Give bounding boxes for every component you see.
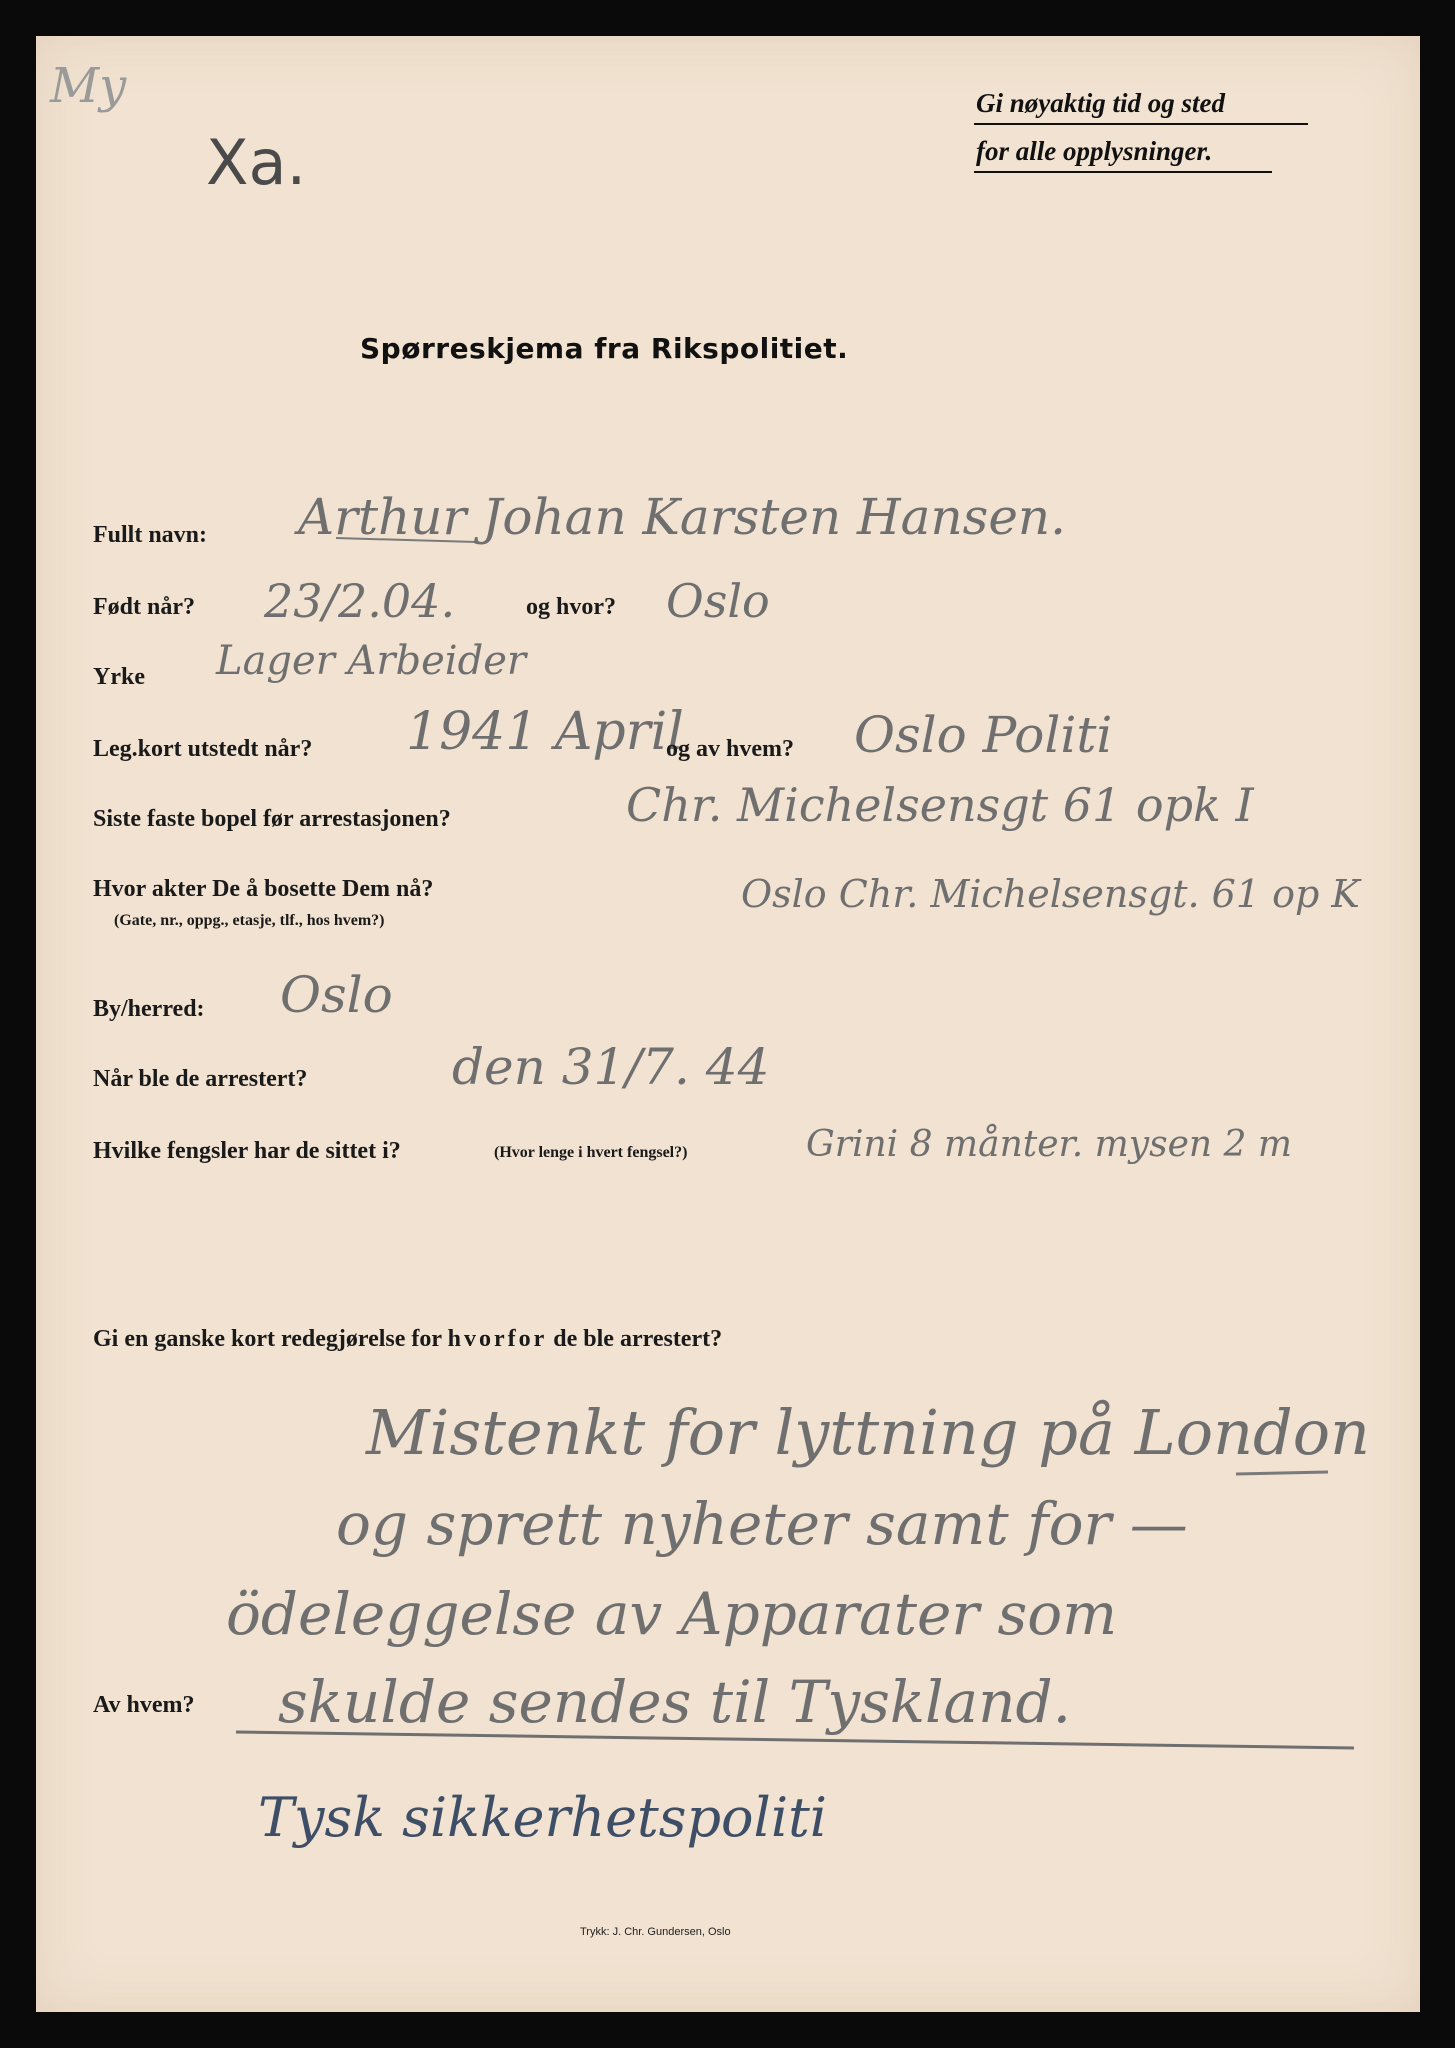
idcard-by-value: Oslo Politi (854, 706, 1113, 764)
reason-line-4: skulde sendes til Tyskland. (278, 1668, 1072, 1736)
idcard-date-value: 1941 April (406, 702, 684, 762)
reason-line-1: Mistenkt for lyttning på London (366, 1396, 1370, 1469)
settle-label: Hvor akter De å bosette Dem nå? (93, 876, 434, 902)
prisons-label: Hvilke fengsler har de sittet i? (93, 1138, 401, 1164)
corner-mark: My (50, 58, 127, 114)
by-whom-label: Av hvem? (93, 1692, 195, 1718)
idcard-label: Leg.kort utstedt når? (93, 736, 313, 762)
reason-label-b: hvorfor (447, 1326, 548, 1352)
settle-sublabel: (Gate, nr., oppg., etasje, tlf., hos hvem?) (114, 912, 385, 929)
arrested-value: den 31/7. 44 (452, 1038, 770, 1096)
reason-label-c: de ble arrestert? (553, 1326, 723, 1352)
notice-line-2: for alle opplysninger. (976, 136, 1213, 166)
notice-line-1: Gi nøyaktig tid og sted (976, 88, 1225, 118)
last-address-label: Siste faste bopel før arrestasjonen? (93, 806, 451, 832)
name-label: Fullt navn: (93, 522, 208, 548)
born-label: Født når? (93, 594, 195, 620)
arrested-label: Når ble de arrestert? (93, 1066, 308, 1092)
reason-label-a: Gi en ganske kort redegjørelse for (93, 1326, 442, 1352)
born-where-label: og hvor? (526, 594, 616, 620)
reason-label (93, 1326, 722, 1353)
reason-line-3: ödeleggelse av Apparater som (226, 1580, 1118, 1648)
city-label: By/herred: (93, 996, 205, 1022)
reason-line-2: og sprett nyheter samt for — (336, 1490, 1188, 1558)
form-title: Spørreskjema fra Rikspolitiet. (360, 332, 849, 365)
last-address-value: Chr. Michelsensgt 61 opk I (626, 778, 1254, 832)
settle-value: Oslo Chr. Michelsensgt. 61 op K (741, 872, 1360, 916)
form-page (36, 36, 1420, 2012)
prisons-sublabel: (Hvor lenge i hvert fengsel?) (494, 1144, 688, 1161)
occupation-label: Yrke (93, 664, 145, 690)
prisons-value: Grini 8 månter. mysen 2 m (806, 1124, 1293, 1165)
name-value: Arthur Johan Karsten Hansen. (298, 488, 1067, 546)
born-where-value: Oslo (666, 574, 770, 628)
city-value: Oslo (280, 966, 393, 1024)
by-whom-value: Tysk sikkerhetspoliti (258, 1786, 828, 1849)
born-date-value: 23/2.04. (264, 574, 456, 628)
occupation-value: Lager Arbeider (216, 638, 526, 684)
case-code: Xa. (206, 126, 307, 199)
printer-credit: Trykk: J. Chr. Gundersen, Oslo (580, 1926, 731, 1938)
idcard-by-label: og av hvem? (666, 736, 794, 762)
